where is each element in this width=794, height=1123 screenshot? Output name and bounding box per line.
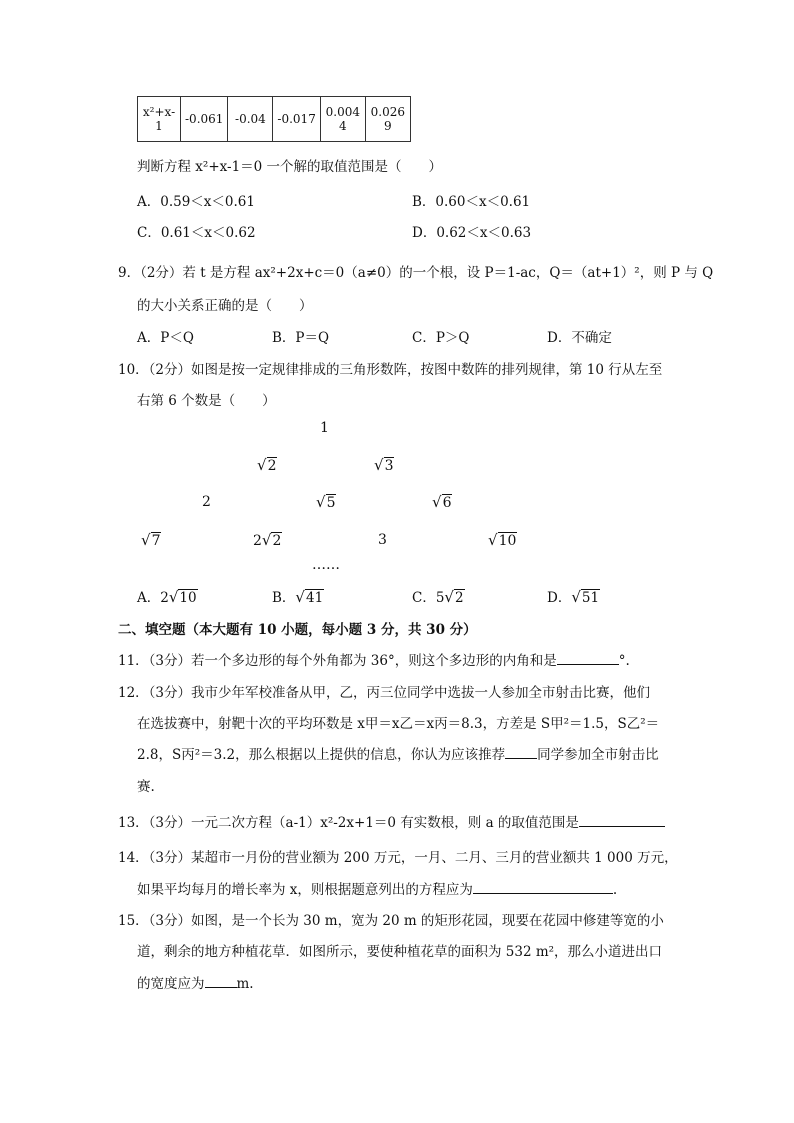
q10-option-d: D．√51 [547, 588, 600, 606]
answer-blank[interactable] [205, 974, 237, 988]
q9-line2: 的大小关系正确的是（ ） [137, 298, 313, 314]
q10-option-b: B．√41 [272, 588, 324, 606]
table-row-label: x²+x-1 [138, 97, 181, 142]
triangle-r4-b: 2√2 [253, 531, 282, 549]
q8-prompt: 判断方程 x²+x-1＝0 一个解的取值范围是（ ） [137, 159, 443, 175]
q9-option-d: D．不确定 [547, 330, 612, 346]
answer-blank[interactable] [579, 813, 665, 827]
q10-option-a: A．2√10 [137, 588, 197, 606]
q12-line3: 2.8，S丙²＝3.2，那么根据以上提供的信息，你认为应该推荐 同学参加全市射击比 [137, 747, 659, 763]
triangle-r4-d: √10 [488, 531, 517, 549]
q8-option-b: B．0.60＜x＜0.61 [412, 194, 531, 210]
q15-line2: 道，剩余的地方种植花草．如图所示，要使种植花草的面积为 532 m²，那么小道进出口 [137, 944, 663, 960]
q15-line3: 的宽度应为 m. [137, 976, 254, 992]
q8-option-c: C．0.61＜x＜0.62 [137, 225, 256, 241]
section-title: 二、填空题（本大题有 10 小题，每小题 3 分，共 30 分） [118, 622, 477, 638]
triangle-r1: 1 [320, 420, 329, 436]
triangle-r3-c: √6 [432, 493, 452, 511]
triangle-r4-a: √7 [141, 531, 161, 549]
table-row [138, 97, 411, 142]
q14-line2: 如果平均每月的增长率为 x，则根据题意列出的方程应为 . [137, 882, 618, 898]
table-cell: 0.004 4 [320, 97, 365, 142]
q10-option-c: C．5√2 [412, 588, 464, 606]
q10-line1: 10．（2分）如图是按一定规律排成的三角形数阵，按图中数阵的排列规律，第 10 行从左至 [118, 362, 663, 378]
triangle-r2-b: √3 [374, 456, 394, 474]
q9-option-c: C．P＞Q [412, 330, 470, 346]
q9-option-b: B．P＝Q [272, 330, 330, 346]
q8-option-d: D．0.62＜x＜0.63 [412, 225, 532, 241]
q14-line1: 14．（3分）某超市一月份的营业额为 200 万元，一月、二月、三月的营业额共 1 000 万元， [118, 850, 678, 866]
q10-line2: 右第 6 个数是（ ） [137, 393, 276, 409]
triangle-r4-c: 3 [378, 532, 387, 548]
q12-line2: 在选拔赛中，射靶十次的平均环数是 x甲＝x乙＝x丙＝8.3，方差是 S甲²＝1.5，S乙²＝ [137, 716, 660, 732]
table-cell: 0.026 9 [365, 97, 410, 142]
q12-line4: 赛. [137, 779, 155, 795]
table-cell: -0.017 [273, 97, 320, 142]
triangle-r3-b: √5 [316, 493, 336, 511]
triangle-r3-a: 2 [202, 494, 211, 510]
table-cell: -0.061 [181, 97, 228, 142]
value-table [137, 96, 411, 142]
q9-option-a: A．P＜Q [137, 330, 194, 346]
triangle-r2-a: √2 [257, 456, 277, 474]
q8-option-a: A．0.59＜x＜0.61 [137, 194, 255, 210]
triangle-ellipsis: …… [312, 557, 340, 573]
q13: 13．（3分）一元二次方程（a-1）x²-2x+1＝0 有实数根，则 a 的取值范围是 [118, 811, 665, 831]
q15-line1: 15．（3分）如图，是一个长为 30 m，宽为 20 m 的矩形花园，现要在花园中修建等宽的小 [118, 913, 664, 929]
q9-line1: 9．（2分）若 t 是方程 ax²+2x+c＝0（a≠0）的一个根，设 P＝1-ac，Q＝（at+1）²，则 P 与 Q [118, 265, 714, 281]
answer-blank[interactable] [473, 880, 613, 894]
q11: 11．（3分）若一个多边形的每个外角都为 36°，则这个多边形的内角和是 °. [118, 653, 630, 669]
answer-blank[interactable] [505, 745, 537, 759]
answer-blank[interactable] [557, 651, 619, 665]
table-cell: -0.04 [228, 97, 273, 142]
q12-line1: 12．（3分）我市少年军校准备从甲，乙，丙三位同学中选拔一人参加全市射击比赛，他们 [118, 685, 651, 701]
